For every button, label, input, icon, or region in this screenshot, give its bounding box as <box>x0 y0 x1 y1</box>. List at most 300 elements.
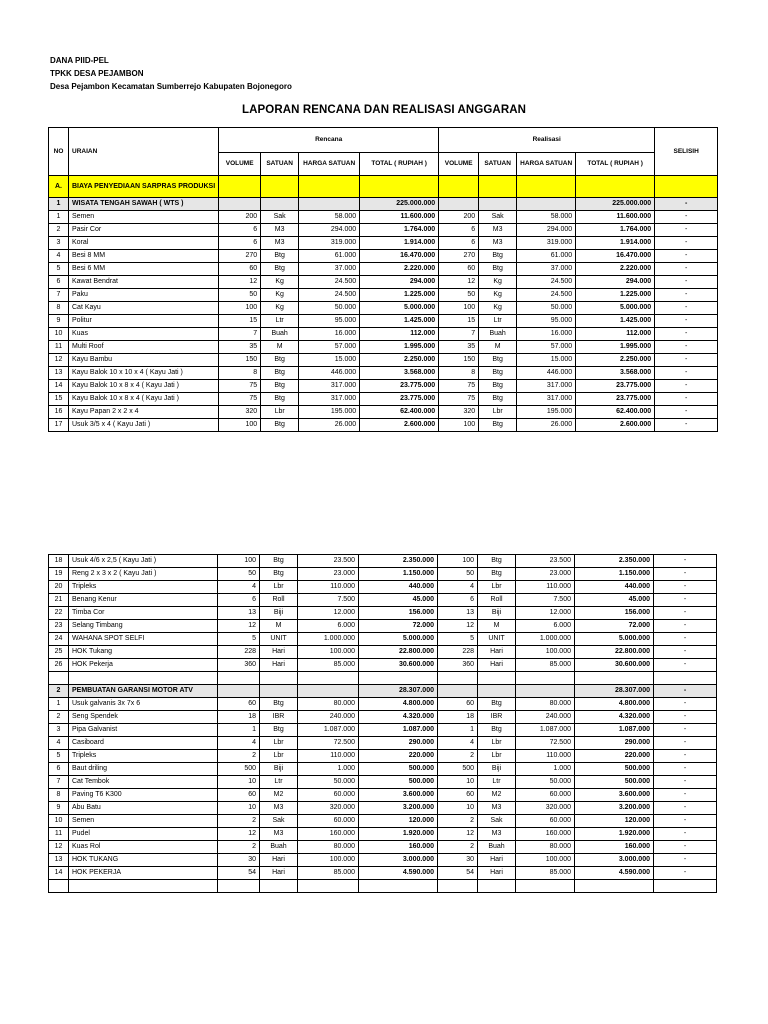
cell-selisih: - <box>655 237 718 250</box>
cell-no: 9 <box>49 801 69 814</box>
table-row <box>49 736 717 749</box>
cell-satuan: Kg <box>261 302 299 315</box>
cell-selisih: - <box>654 749 717 762</box>
cell-real-volume: 320 <box>439 406 479 419</box>
cell-no: 8 <box>49 302 69 315</box>
table-row <box>49 367 718 380</box>
cell-real-total: 30.600.000 <box>575 659 654 672</box>
cell-volume: 4 <box>218 736 260 749</box>
cell-real-satuan: UNIT <box>478 633 516 646</box>
table-row <box>49 393 718 406</box>
cell-real-total: 4.800.000 <box>575 697 654 710</box>
cell-harga: 16.000 <box>299 328 360 341</box>
cell-real-total: 440.000 <box>575 581 654 594</box>
cell-total: 2.350.000 <box>359 555 438 568</box>
cell-volume: 6 <box>218 594 260 607</box>
table-row <box>49 406 718 419</box>
cell-volume: 2 <box>218 749 260 762</box>
cell-total: 1.087.000 <box>359 723 438 736</box>
cell-harga: 72.500 <box>298 736 359 749</box>
cell-real-harga: 60.000 <box>516 788 575 801</box>
cell-no: 17 <box>49 419 69 432</box>
cell-real-harga: 320.000 <box>516 801 575 814</box>
cell-uraian: Usuk galvanis 3x 7x 6 <box>69 697 218 710</box>
cell-real-total: 4.590.000 <box>575 866 654 879</box>
cell-harga: 80.000 <box>298 697 359 710</box>
cell-selisih: - <box>654 633 717 646</box>
cell-volume: 13 <box>218 607 260 620</box>
cell-real-total: 294.000 <box>576 276 655 289</box>
cell-real-total: 62.400.000 <box>576 406 655 419</box>
cell-volume: 320 <box>219 406 261 419</box>
cell-real-total: 23.775.000 <box>576 393 655 406</box>
cell-uraian: WAHANA SPOT SELFI <box>69 633 218 646</box>
cell-uraian: Selang Timbang <box>69 620 218 633</box>
group-no: A. <box>49 176 69 198</box>
cell-selisih: - <box>654 659 717 672</box>
cell-real-volume: 12 <box>438 827 478 840</box>
cell-satuan: Btg <box>261 263 299 276</box>
cell-real-harga: 57.000 <box>517 341 576 354</box>
cell-total: 45.000 <box>359 594 438 607</box>
cell-total: 62.400.000 <box>360 406 439 419</box>
table-row <box>49 276 718 289</box>
col-real-harga: HARGA SATUAN <box>517 153 576 176</box>
cell-selisih: - <box>655 406 718 419</box>
cell-real-volume: 13 <box>438 607 478 620</box>
cell-harga: 37.000 <box>299 263 360 276</box>
cell-uraian: Tripleks <box>69 581 218 594</box>
cell-real-volume: 5 <box>438 633 478 646</box>
cell-selisih: - <box>654 723 717 736</box>
section-label: WISATA TENGAH SAWAH ( WTS ) <box>69 198 219 211</box>
cell-uraian: Semen <box>69 211 219 224</box>
cell-real-satuan: Ltr <box>478 775 516 788</box>
cell-no: 8 <box>49 788 69 801</box>
cell-satuan: Btg <box>260 555 298 568</box>
cell-harga: 23.500 <box>298 555 359 568</box>
cell-real-volume: 60 <box>438 788 478 801</box>
cell-no: 9 <box>49 315 69 328</box>
cell-harga: 26.000 <box>299 419 360 432</box>
cell-real-satuan: Hari <box>478 853 516 866</box>
cell-harga: 100.000 <box>298 853 359 866</box>
cell-volume: 12 <box>218 620 260 633</box>
cell-volume: 228 <box>218 646 260 659</box>
empty-row <box>49 672 717 685</box>
cell-real-harga: 1.087.000 <box>516 723 575 736</box>
cell-volume: 12 <box>219 276 261 289</box>
col-harga: HARGA SATUAN <box>299 153 360 176</box>
table-row <box>49 840 717 853</box>
cell-real-harga: 160.000 <box>516 827 575 840</box>
cell-real-harga: 72.500 <box>516 736 575 749</box>
cell-real-harga: 50.000 <box>517 302 576 315</box>
cell-satuan: M <box>261 341 299 354</box>
cell-satuan: Btg <box>261 250 299 263</box>
table-row <box>49 633 717 646</box>
cell-real-total: 45.000 <box>575 594 654 607</box>
cell-real-total: 156.000 <box>575 607 654 620</box>
section-total: 28.307.000 <box>359 684 438 697</box>
cell-no: 4 <box>49 250 69 263</box>
cell-total: 112.000 <box>360 328 439 341</box>
section-no: 2 <box>49 684 69 697</box>
empty-row <box>49 879 717 892</box>
cell-harga: 60.000 <box>298 814 359 827</box>
cell-real-total: 11.600.000 <box>576 211 655 224</box>
cell-volume: 10 <box>218 775 260 788</box>
cell-real-satuan: Btg <box>478 568 516 581</box>
cell-real-satuan: Lbr <box>478 581 516 594</box>
cell-volume: 6 <box>219 224 261 237</box>
cell-uraian: Paku <box>69 289 219 302</box>
cell-uraian: Besi 6 MM <box>69 263 219 276</box>
cell-real-satuan: M <box>478 620 516 633</box>
cell-real-volume: 1 <box>438 723 478 736</box>
cell-uraian: Pudel <box>69 827 218 840</box>
cell-harga: 24.500 <box>299 276 360 289</box>
cell-volume: 5 <box>218 633 260 646</box>
cell-no: 25 <box>49 646 69 659</box>
cell-real-satuan: Ltr <box>479 315 517 328</box>
cell-harga: 446.000 <box>299 367 360 380</box>
cell-total: 11.600.000 <box>360 211 439 224</box>
cell-selisih: - <box>655 211 718 224</box>
cell-uraian: Abu Batu <box>69 801 218 814</box>
cell-real-harga: 1.000 <box>516 762 575 775</box>
cell-selisih: - <box>654 736 717 749</box>
col-volume: VOLUME <box>219 153 261 176</box>
cell-no: 16 <box>49 406 69 419</box>
cell-real-total: 72.000 <box>575 620 654 633</box>
cell-satuan: M2 <box>260 788 298 801</box>
table-row <box>49 801 717 814</box>
cell-total: 2.250.000 <box>360 354 439 367</box>
cell-volume: 54 <box>218 866 260 879</box>
cell-real-total: 500.000 <box>575 762 654 775</box>
cell-real-harga: 23.500 <box>516 555 575 568</box>
cell-selisih: - <box>654 866 717 879</box>
cell-selisih: - <box>654 594 717 607</box>
cell-no: 20 <box>49 581 69 594</box>
cell-no: 23 <box>49 620 69 633</box>
cell-uraian: Kayu Bambu <box>69 354 219 367</box>
cell-real-total: 5.000.000 <box>576 302 655 315</box>
cell-real-total: 22.800.000 <box>575 646 654 659</box>
cell-volume: 4 <box>218 581 260 594</box>
cell-total: 1.995.000 <box>360 341 439 354</box>
cell-real-satuan: M <box>479 341 517 354</box>
cell-real-volume: 150 <box>439 354 479 367</box>
table-row <box>49 302 718 315</box>
cell-uraian: HOK Pekerja <box>69 659 218 672</box>
cell-no: 5 <box>49 749 69 762</box>
cell-satuan: Lbr <box>260 749 298 762</box>
cell-no: 19 <box>49 568 69 581</box>
cell-uraian: Timba Cor <box>69 607 218 620</box>
cell-volume: 100 <box>218 555 260 568</box>
cell-real-harga: 60.000 <box>516 814 575 827</box>
cell-real-volume: 2 <box>438 840 478 853</box>
cell-real-satuan: Hari <box>478 659 516 672</box>
cell-selisih: - <box>655 250 718 263</box>
table-row <box>49 354 718 367</box>
cell-uraian: Multi Roof <box>69 341 219 354</box>
cell-real-volume: 4 <box>438 736 478 749</box>
cell-satuan: Ltr <box>261 315 299 328</box>
cell-no: 21 <box>49 594 69 607</box>
cell-satuan: M3 <box>261 237 299 250</box>
cell-uraian: Baut driling <box>69 762 218 775</box>
cell-real-satuan: Btg <box>479 263 517 276</box>
table-row <box>49 607 717 620</box>
cell-no: 10 <box>49 814 69 827</box>
cell-uraian: Kuas Rol <box>69 840 218 853</box>
cell-real-total: 5.000.000 <box>575 633 654 646</box>
col-satuan: SATUAN <box>261 153 299 176</box>
cell-volume: 60 <box>218 697 260 710</box>
cell-real-volume: 18 <box>438 710 478 723</box>
table-row <box>49 237 718 250</box>
cell-real-satuan: Kg <box>479 302 517 315</box>
cell-harga: 195.000 <box>299 406 360 419</box>
cell-volume: 60 <box>219 263 261 276</box>
cell-selisih: - <box>655 393 718 406</box>
cell-satuan: Btg <box>261 393 299 406</box>
table-row <box>49 697 717 710</box>
cell-no: 2 <box>49 710 69 723</box>
cell-harga: 80.000 <box>298 840 359 853</box>
table-row <box>49 289 718 302</box>
cell-satuan: Hari <box>260 866 298 879</box>
cell-satuan: Buah <box>261 328 299 341</box>
cell-harga: 57.000 <box>299 341 360 354</box>
cell-uraian: Casiboard <box>69 736 218 749</box>
cell-total: 16.470.000 <box>360 250 439 263</box>
cell-total: 5.000.000 <box>360 302 439 315</box>
cell-selisih: - <box>654 775 717 788</box>
table-row <box>49 555 717 568</box>
cell-selisih: - <box>655 302 718 315</box>
report-title: LAPORAN RENCANA DAN REALISASI ANGGARAN <box>241 104 527 116</box>
cell-harga: 1.087.000 <box>298 723 359 736</box>
col-uraian: URAIAN <box>69 128 219 176</box>
cell-volume: 100 <box>219 419 261 432</box>
cell-total: 3.600.000 <box>359 788 438 801</box>
cell-real-total: 2.600.000 <box>576 419 655 432</box>
cell-real-volume: 8 <box>439 367 479 380</box>
cell-no: 24 <box>49 633 69 646</box>
cell-satuan: Biji <box>260 762 298 775</box>
cell-harga: 58.000 <box>299 211 360 224</box>
col-real-total: TOTAL ( RUPIAH ) <box>576 153 655 176</box>
cell-real-volume: 30 <box>438 853 478 866</box>
table-row <box>49 224 718 237</box>
cell-real-total: 4.320.000 <box>575 710 654 723</box>
cell-real-volume: 200 <box>439 211 479 224</box>
cell-satuan: Roll <box>260 594 298 607</box>
cell-total: 156.000 <box>359 607 438 620</box>
table-row <box>49 315 718 328</box>
cell-real-harga: 100.000 <box>516 646 575 659</box>
cell-real-satuan: Roll <box>478 594 516 607</box>
cell-real-volume: 54 <box>438 866 478 879</box>
cell-satuan: M3 <box>260 801 298 814</box>
cell-real-harga: 294.000 <box>517 224 576 237</box>
cell-total: 294.000 <box>360 276 439 289</box>
cell-selisih: - <box>654 607 717 620</box>
cell-volume: 360 <box>218 659 260 672</box>
cell-selisih: - <box>655 315 718 328</box>
cell-real-volume: 10 <box>438 775 478 788</box>
cell-uraian: Semen <box>69 814 218 827</box>
cell-real-volume: 100 <box>439 419 479 432</box>
cell-volume: 2 <box>218 814 260 827</box>
cell-total: 1.920.000 <box>359 827 438 840</box>
cell-harga: 100.000 <box>298 646 359 659</box>
cell-total: 2.220.000 <box>360 263 439 276</box>
table-row <box>49 827 717 840</box>
cell-total: 1.764.000 <box>360 224 439 237</box>
cell-no: 22 <box>49 607 69 620</box>
cell-no: 12 <box>49 354 69 367</box>
section-total: 225.000.000 <box>360 198 439 211</box>
cell-no: 12 <box>49 840 69 853</box>
cell-real-harga: 1.000.000 <box>516 633 575 646</box>
cell-total: 1.914.000 <box>360 237 439 250</box>
cell-real-volume: 35 <box>439 341 479 354</box>
cell-selisih: - <box>655 289 718 302</box>
cell-satuan: Hari <box>260 853 298 866</box>
cell-volume: 50 <box>218 568 260 581</box>
col-selisih: SELISIH <box>655 128 718 176</box>
cell-uraian: Kayu Papan 2 x 2 x 4 <box>69 406 219 419</box>
cell-real-volume: 270 <box>439 250 479 263</box>
cell-selisih: - <box>654 801 717 814</box>
cell-real-satuan: Biji <box>478 607 516 620</box>
cell-selisih: - <box>655 380 718 393</box>
cell-real-volume: 10 <box>438 801 478 814</box>
cell-no: 13 <box>49 853 69 866</box>
cell-harga: 317.000 <box>299 393 360 406</box>
cell-real-satuan: Btg <box>479 393 517 406</box>
cell-satuan: Sak <box>261 211 299 224</box>
cell-uraian: Besi 8 MM <box>69 250 219 263</box>
cell-volume: 270 <box>219 250 261 263</box>
cell-uraian: Tripleks <box>69 749 218 762</box>
cell-total: 290.000 <box>359 736 438 749</box>
cell-real-volume: 100 <box>439 302 479 315</box>
cell-no: 11 <box>49 341 69 354</box>
table-row <box>49 710 717 723</box>
table-row <box>49 341 718 354</box>
cell-uraian: Seng Spendek <box>69 710 218 723</box>
cell-total: 4.800.000 <box>359 697 438 710</box>
cell-real-harga: 95.000 <box>517 315 576 328</box>
cell-total: 2.600.000 <box>360 419 439 432</box>
cell-real-harga: 110.000 <box>516 749 575 762</box>
header-line-2: TPKK DESA PEJAMBON <box>50 69 144 78</box>
cell-total: 3.568.000 <box>360 367 439 380</box>
cell-satuan: Hari <box>260 646 298 659</box>
cell-real-satuan: Kg <box>479 289 517 302</box>
cell-total: 4.590.000 <box>359 866 438 879</box>
cell-real-harga: 37.000 <box>517 263 576 276</box>
cell-total: 1.150.000 <box>359 568 438 581</box>
cell-real-harga: 80.000 <box>516 840 575 853</box>
cell-satuan: Lbr <box>260 736 298 749</box>
cell-uraian: HOK PEKERJA <box>69 866 218 879</box>
cell-real-satuan: Btg <box>479 250 517 263</box>
section-real-total: 225.000.000 <box>576 198 655 211</box>
cell-selisih: - <box>655 341 718 354</box>
cell-no: 10 <box>49 328 69 341</box>
cell-no: 5 <box>49 263 69 276</box>
cell-volume: 75 <box>219 393 261 406</box>
cell-real-total: 1.914.000 <box>576 237 655 250</box>
table-row <box>49 723 717 736</box>
cell-total: 3.200.000 <box>359 801 438 814</box>
table-row <box>49 814 717 827</box>
col-real-volume: VOLUME <box>439 153 479 176</box>
cell-harga: 1.000 <box>298 762 359 775</box>
cell-total: 500.000 <box>359 775 438 788</box>
cell-harga: 1.000.000 <box>298 633 359 646</box>
cell-volume: 100 <box>219 302 261 315</box>
cell-real-total: 1.995.000 <box>576 341 655 354</box>
cell-total: 440.000 <box>359 581 438 594</box>
cell-harga: 50.000 <box>298 775 359 788</box>
group-label: BIAYA PENYEDIAAN SARPRAS PRODUKSI <box>69 176 219 198</box>
cell-volume: 500 <box>218 762 260 775</box>
cell-satuan: Buah <box>260 840 298 853</box>
section-selisih: - <box>655 198 718 211</box>
cell-no: 6 <box>49 762 69 775</box>
table-row <box>49 380 718 393</box>
cell-uraian: Paving T6 K300 <box>69 788 218 801</box>
cell-harga: 240.000 <box>298 710 359 723</box>
cell-uraian: Pasir Cor <box>69 224 219 237</box>
cell-real-volume: 60 <box>439 263 479 276</box>
cell-volume: 15 <box>219 315 261 328</box>
cell-real-harga: 319.000 <box>517 237 576 250</box>
section-row <box>49 684 717 697</box>
col-no: NO <box>49 128 69 176</box>
cell-real-total: 500.000 <box>575 775 654 788</box>
cell-selisih: - <box>655 367 718 380</box>
cell-volume: 60 <box>218 788 260 801</box>
cell-real-total: 1.087.000 <box>575 723 654 736</box>
cell-harga: 12.000 <box>298 607 359 620</box>
cell-satuan: Lbr <box>260 581 298 594</box>
cell-real-harga: 110.000 <box>516 581 575 594</box>
col-realisasi: Realisasi <box>439 128 655 153</box>
cell-selisih: - <box>654 581 717 594</box>
cell-real-satuan: Buah <box>479 328 517 341</box>
cell-harga: 6.000 <box>298 620 359 633</box>
cell-satuan: Btg <box>261 380 299 393</box>
section-no: 1 <box>49 198 69 211</box>
cell-selisih: - <box>654 762 717 775</box>
cell-real-volume: 100 <box>438 555 478 568</box>
cell-real-harga: 446.000 <box>517 367 576 380</box>
cell-uraian: HOK Tukang <box>69 646 218 659</box>
table-row <box>49 866 717 879</box>
cell-real-satuan: Btg <box>478 723 516 736</box>
cell-real-harga: 7.500 <box>516 594 575 607</box>
cell-selisih: - <box>654 827 717 840</box>
